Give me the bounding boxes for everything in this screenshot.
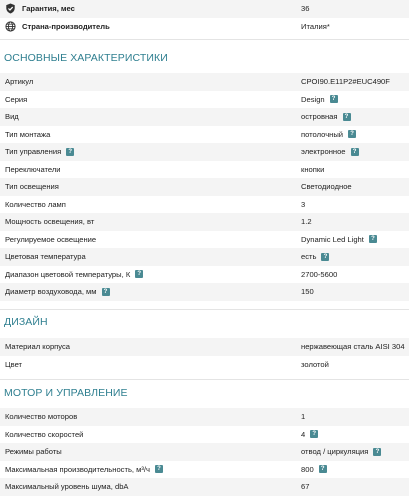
spec-label [5, 270, 143, 279]
help-icon[interactable]: ? [330, 95, 338, 103]
spec-label [5, 77, 33, 86]
spec-label [5, 447, 62, 456]
spec-label-text: Цвет [5, 359, 23, 369]
spec-label-text: Тип управления [5, 147, 62, 157]
spec-row [0, 426, 409, 444]
spec-value [301, 4, 309, 13]
spec-row [0, 231, 409, 249]
section-divider [0, 309, 409, 310]
spec-label [5, 200, 66, 209]
help-icon[interactable]: ? [66, 148, 74, 156]
spec-value [301, 77, 390, 86]
spec-value [301, 287, 314, 296]
spec-row [0, 108, 409, 126]
spec-value-text: CPOI90.E11P2#EUC490F [301, 77, 390, 87]
spec-value [301, 412, 305, 421]
spec-value-text: Dynamic Led Light [301, 234, 364, 244]
spec-label-text: Мощность освещения, вт [5, 217, 95, 227]
spec-value-text: островная [301, 112, 338, 122]
help-icon[interactable]: ? [102, 288, 110, 296]
spec-value-text: 150 [301, 287, 314, 297]
spec-row [0, 478, 409, 496]
spec-label-text: Переключатели [5, 164, 61, 174]
spec-value-text: Италия* [301, 21, 330, 31]
spec-label-text: Максимальный уровень шума, dbA [5, 482, 129, 492]
spec-label [5, 217, 94, 226]
spec-value-text: электронное [301, 147, 346, 157]
spec-label-text: Диапазон цветовой температуры, К [5, 269, 131, 279]
spec-row [0, 0, 409, 18]
help-icon[interactable]: ? [319, 465, 327, 473]
help-icon[interactable]: ? [155, 465, 163, 473]
spec-value [301, 235, 377, 244]
spec-row [0, 408, 409, 426]
spec-label-text: Количество ламп [5, 199, 66, 209]
spec-value-text: Design [301, 94, 325, 104]
spec-value [301, 430, 318, 439]
spec-row [0, 283, 409, 301]
spec-value [301, 95, 338, 104]
spec-label [5, 412, 77, 421]
spec-label [5, 147, 74, 156]
spec-label-text: Тип монтажа [5, 129, 51, 139]
spec-label [5, 360, 22, 369]
help-icon[interactable]: ? [351, 148, 359, 156]
spec-value [301, 217, 312, 226]
spec-value-text: 4 [301, 429, 306, 439]
spec-row [0, 461, 409, 479]
spec-value [301, 130, 356, 139]
section-divider [0, 39, 409, 40]
spec-label [5, 465, 163, 474]
spec-value [301, 182, 352, 191]
spec-value-text: 1.2 [301, 217, 312, 227]
help-icon[interactable]: ? [135, 270, 143, 278]
spec-row [0, 73, 409, 91]
spec-label-text: Гарантия, мес [22, 4, 75, 14]
spec-label-text: Диаметр воздуховода, мм [5, 287, 97, 297]
spec-label-text: Страна-производитель [22, 21, 110, 31]
help-icon[interactable]: ? [348, 130, 356, 138]
spec-value-text: 1 [301, 412, 306, 422]
spec-value-text: кнопки [301, 164, 325, 174]
spec-label [5, 482, 128, 491]
spec-value [301, 147, 359, 156]
spec-row [0, 338, 409, 356]
spec-row [0, 178, 409, 196]
spec-value-text: 3 [301, 199, 306, 209]
spec-row [0, 266, 409, 284]
spec-label [5, 3, 75, 14]
section-divider [0, 379, 409, 380]
spec-value-text: 2700-5600 [301, 269, 338, 279]
spec-label [5, 287, 110, 296]
spec-row [0, 91, 409, 109]
spec-value [301, 447, 381, 456]
section-title: ОСНОВНЫЕ ХАРАКТЕРИСТИКИ [4, 52, 168, 64]
spec-row [0, 18, 409, 36]
spec-label [5, 165, 61, 174]
spec-label-text: Вид [5, 112, 19, 122]
spec-value-text: потолочный [301, 129, 344, 139]
spec-row [0, 126, 409, 144]
spec-label-text: Режимы работы [5, 447, 62, 457]
section-title: ДИЗАЙН [4, 316, 48, 328]
shield-check-icon [5, 3, 16, 14]
spec-label [5, 235, 96, 244]
spec-row [0, 248, 409, 266]
spec-value-text: нержавеющая сталь AISI 304 [301, 342, 405, 352]
spec-value [301, 270, 337, 279]
help-icon[interactable]: ? [321, 253, 329, 261]
spec-label-text: Максимальная производительность, м³/ч [5, 464, 150, 474]
spec-label [5, 21, 110, 32]
spec-label-text: Количество моторов [5, 412, 78, 422]
spec-row [0, 443, 409, 461]
spec-value-text: 67 [301, 482, 310, 492]
spec-label-text: Тип освещения [5, 182, 59, 192]
spec-value-text: Светодиодное [301, 182, 352, 192]
spec-value [301, 112, 351, 121]
spec-value-text: 36 [301, 4, 310, 14]
spec-label [5, 95, 27, 104]
spec-label-text: Материал корпуса [5, 342, 71, 352]
spec-value-text: отвод / циркуляция [301, 447, 369, 457]
spec-value [301, 342, 405, 351]
spec-value [301, 22, 330, 31]
spec-row [0, 213, 409, 231]
spec-label-text: Цветовая температура [5, 252, 86, 262]
spec-label-text: Серия [5, 94, 28, 104]
spec-label [5, 182, 59, 191]
spec-value [301, 252, 329, 261]
help-icon[interactable]: ? [343, 113, 351, 121]
section-title: МОТОР И УПРАВЛЕНИЕ [4, 387, 128, 399]
globe-icon [5, 21, 16, 32]
spec-row [0, 143, 409, 161]
help-icon[interactable]: ? [373, 448, 381, 456]
spec-value [301, 360, 329, 369]
spec-label [5, 130, 50, 139]
spec-label [5, 430, 83, 439]
spec-row [0, 196, 409, 214]
help-icon[interactable]: ? [310, 430, 318, 438]
spec-value [301, 482, 309, 491]
spec-value-text: 800 [301, 464, 314, 474]
spec-label [5, 112, 19, 121]
spec-label [5, 342, 70, 351]
spec-value [301, 465, 327, 474]
spec-value-text: есть [301, 252, 317, 262]
spec-row [0, 356, 409, 374]
spec-row [0, 161, 409, 179]
spec-value [301, 165, 324, 174]
spec-label-text: Регулируемое освещение [5, 234, 97, 244]
spec-value-text: золотой [301, 359, 329, 369]
spec-label-text: Артикул [5, 77, 34, 87]
spec-label-text: Количество скоростей [5, 429, 84, 439]
spec-value [301, 200, 305, 209]
spec-label [5, 252, 86, 261]
help-icon[interactable]: ? [369, 235, 377, 243]
